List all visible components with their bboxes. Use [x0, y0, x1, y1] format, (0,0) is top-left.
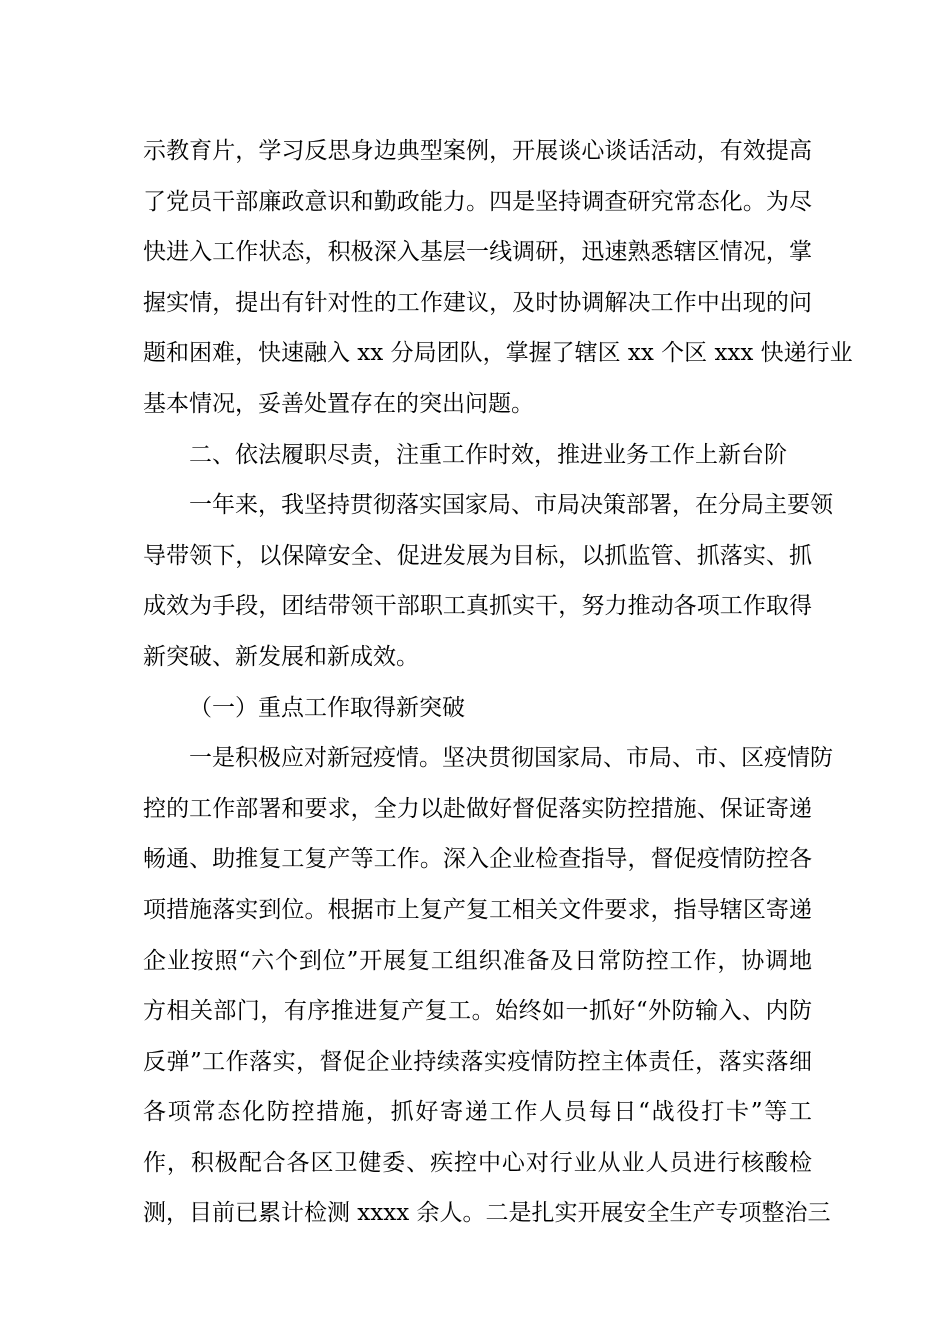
text-line: 控的工作部署和要求，全力以赴做好督促落实防控措施、保证寄递	[143, 795, 812, 822]
text-line: 作，积极配合各区卫健委、疾控中心对行业从业人员进行核酸检	[143, 1149, 812, 1176]
text-line: 成效为手段，团结带领干部职工真抓实干，努力推动各项工作取得	[143, 593, 812, 620]
text-line: 了党员干部廉政意识和勤政能力。四是坚持调查研究常态化。为尽	[143, 188, 812, 215]
text-line: 基本情况，妥善处置存在的突出问题。	[143, 390, 534, 417]
text-line: 各项常态化防控措施，抓好寄递工作人员每日“战役打卡”等工	[143, 1099, 812, 1126]
text-line: 企业按照“六个到位”开展复工组织准备及日常防控工作，协调地	[143, 947, 812, 974]
document-body	[143, 126, 853, 1239]
text-line: 示教育片，学习反思身边典型案例，开展谈心谈话活动，有效提高	[143, 138, 812, 164]
text-line: 导带领下，以保障安全、促进发展为目标，以抓监管、抓落实、抓	[143, 542, 812, 569]
text-line: 项措施落实到位。根据市上复产复工相关文件要求，指导辖区寄递	[143, 896, 812, 923]
text-line: 测，目前已累计检测 xxxx 余人。二是扎实开展安全生产专项整治三	[143, 1200, 831, 1227]
text-line: 方相关部门，有序推进复产复工。始终如一抓好“外防输入、内防	[143, 998, 812, 1025]
text-line: 快进入工作状态，积极深入基层一线调研，迅速熟悉辖区情况，掌	[143, 239, 812, 266]
text-line: （一）重点工作取得新突破	[189, 694, 465, 721]
text-line: 一年来，我坚持贯彻落实国家局、市局决策部署，在分局主要领	[189, 492, 833, 519]
text-line: 新突破、新发展和新成效。	[143, 643, 419, 670]
text-line: 一是积极应对新冠疫情。坚决贯彻国家局、市局、市、区疫情防	[189, 745, 833, 772]
text-line: 畅通、助推复工复产等工作。深入企业检查指导，督促疫情防控各	[143, 846, 812, 873]
text-line: 握实情，提出有针对性的工作建议，及时协调解决工作中出现的问	[143, 289, 812, 316]
text-line: 反弹”工作落实，督促企业持续落实疫情防控主体责任，落实落细	[143, 1048, 812, 1075]
text-line: 二、依法履职尽责，注重工作时效，推进业务工作上新台阶	[189, 441, 787, 468]
text-line: 题和困难，快速融入 xx 分局团队，掌握了辖区 xx 个区 xxx 快递行业	[143, 340, 853, 367]
